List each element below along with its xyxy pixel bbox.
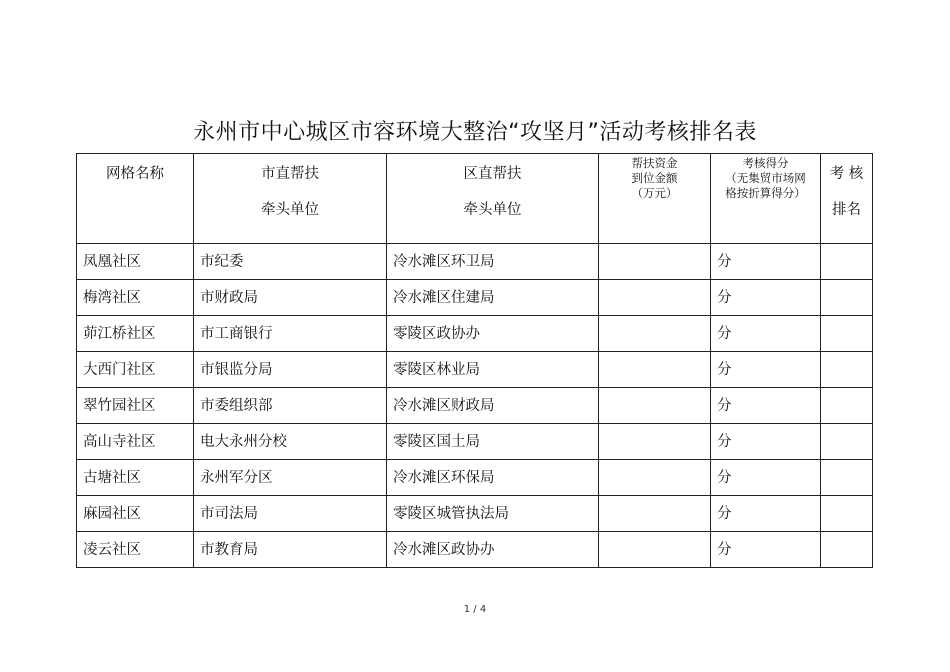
cell-score: 分 bbox=[711, 532, 821, 568]
cell-rank bbox=[821, 460, 873, 496]
header-score-line1: 考核得分 bbox=[742, 156, 789, 170]
cell-district-unit: 零陵区国土局 bbox=[387, 424, 599, 460]
cell-funds bbox=[599, 316, 711, 352]
cell-community: 麻园社区 bbox=[77, 496, 194, 532]
cell-city-unit: 市工商银行 bbox=[194, 316, 387, 352]
cell-funds bbox=[599, 352, 711, 388]
cell-city-unit: 市司法局 bbox=[194, 496, 387, 532]
table-row bbox=[77, 316, 873, 352]
header-score bbox=[711, 154, 821, 244]
header-score-line2: （无集贸市场网 bbox=[725, 171, 806, 185]
header-grid-name bbox=[77, 154, 194, 244]
header-score-line3: 格按折算得分） bbox=[725, 186, 806, 200]
cell-rank bbox=[821, 532, 873, 568]
header-rank bbox=[821, 154, 873, 244]
cell-rank bbox=[821, 496, 873, 532]
cell-district-unit: 零陵区林业局 bbox=[387, 352, 599, 388]
cell-district-unit: 冷水滩区环保局 bbox=[387, 460, 599, 496]
ranking-table bbox=[76, 153, 873, 568]
cell-city-unit: 永州军分区 bbox=[194, 460, 387, 496]
cell-score: 分 bbox=[711, 424, 821, 460]
cell-rank bbox=[821, 280, 873, 316]
cell-funds bbox=[599, 244, 711, 280]
table-row bbox=[77, 280, 873, 316]
cell-funds bbox=[599, 280, 711, 316]
table-row bbox=[77, 244, 873, 280]
cell-city-unit: 市银监分局 bbox=[194, 352, 387, 388]
cell-community: 梅湾社区 bbox=[77, 280, 194, 316]
cell-community: 大西门社区 bbox=[77, 352, 194, 388]
cell-funds bbox=[599, 460, 711, 496]
cell-score: 分 bbox=[711, 460, 821, 496]
cell-score: 分 bbox=[711, 316, 821, 352]
header-city-help-line2: 牵头单位 bbox=[261, 202, 319, 218]
header-funds-line2: 到位金额 bbox=[631, 171, 678, 185]
header-district-help bbox=[387, 154, 599, 244]
table-row bbox=[77, 388, 873, 424]
table-header-row bbox=[77, 154, 873, 244]
cell-rank bbox=[821, 388, 873, 424]
cell-funds bbox=[599, 496, 711, 532]
cell-district-unit: 冷水滩区政协办 bbox=[387, 532, 599, 568]
cell-community: 翠竹园社区 bbox=[77, 388, 194, 424]
cell-city-unit: 市财政局 bbox=[194, 280, 387, 316]
table-row bbox=[77, 532, 873, 568]
cell-city-unit: 市教育局 bbox=[194, 532, 387, 568]
header-district-help-line1: 区直帮扶 bbox=[463, 166, 522, 182]
cell-score: 分 bbox=[711, 352, 821, 388]
cell-district-unit: 冷水滩区财政局 bbox=[387, 388, 599, 424]
cell-rank bbox=[821, 244, 873, 280]
cell-rank bbox=[821, 424, 873, 460]
cell-district-unit: 零陵区城管执法局 bbox=[387, 496, 599, 532]
cell-community: 高山寺社区 bbox=[77, 424, 194, 460]
cell-city-unit: 市纪委 bbox=[194, 244, 387, 280]
cell-funds bbox=[599, 532, 711, 568]
cell-funds bbox=[599, 424, 711, 460]
cell-funds bbox=[599, 388, 711, 424]
header-grid-name-label: 网格名称 bbox=[106, 166, 164, 182]
table-row bbox=[77, 424, 873, 460]
header-district-help-line2: 牵头单位 bbox=[463, 202, 522, 218]
cell-community: 凌云社区 bbox=[77, 532, 194, 568]
cell-score: 分 bbox=[711, 496, 821, 532]
document-title: 永州市中心城区市容环境大整治“攻坚月”活动考核排名表 bbox=[193, 120, 757, 145]
cell-district-unit: 冷水滩区住建局 bbox=[387, 280, 599, 316]
cell-city-unit: 市委组织部 bbox=[194, 388, 387, 424]
cell-rank bbox=[821, 316, 873, 352]
header-funds-line1: 帮扶资金 bbox=[631, 156, 678, 170]
cell-community: 凤凰社区 bbox=[77, 244, 194, 280]
cell-community: 古塘社区 bbox=[77, 460, 194, 496]
cell-city-unit: 电大永州分校 bbox=[194, 424, 387, 460]
cell-district-unit: 冷水滩区环卫局 bbox=[387, 244, 599, 280]
cell-score: 分 bbox=[711, 388, 821, 424]
table-row bbox=[77, 496, 873, 532]
header-rank-line2: 排名 bbox=[832, 202, 861, 218]
page-indicator: 1 / 4 bbox=[463, 604, 487, 615]
cell-score: 分 bbox=[711, 244, 821, 280]
cell-rank bbox=[821, 352, 873, 388]
table-row bbox=[77, 460, 873, 496]
header-rank-line1: 考 核 bbox=[829, 166, 864, 182]
header-city-help-line1: 市直帮扶 bbox=[261, 166, 319, 182]
cell-district-unit: 零陵区政协办 bbox=[387, 316, 599, 352]
table-row bbox=[77, 352, 873, 388]
header-funds-line3: （万元） bbox=[631, 186, 678, 200]
header-city-help bbox=[194, 154, 387, 244]
cell-score: 分 bbox=[711, 280, 821, 316]
cell-community: 茆江桥社区 bbox=[77, 316, 194, 352]
header-funds bbox=[599, 154, 711, 244]
